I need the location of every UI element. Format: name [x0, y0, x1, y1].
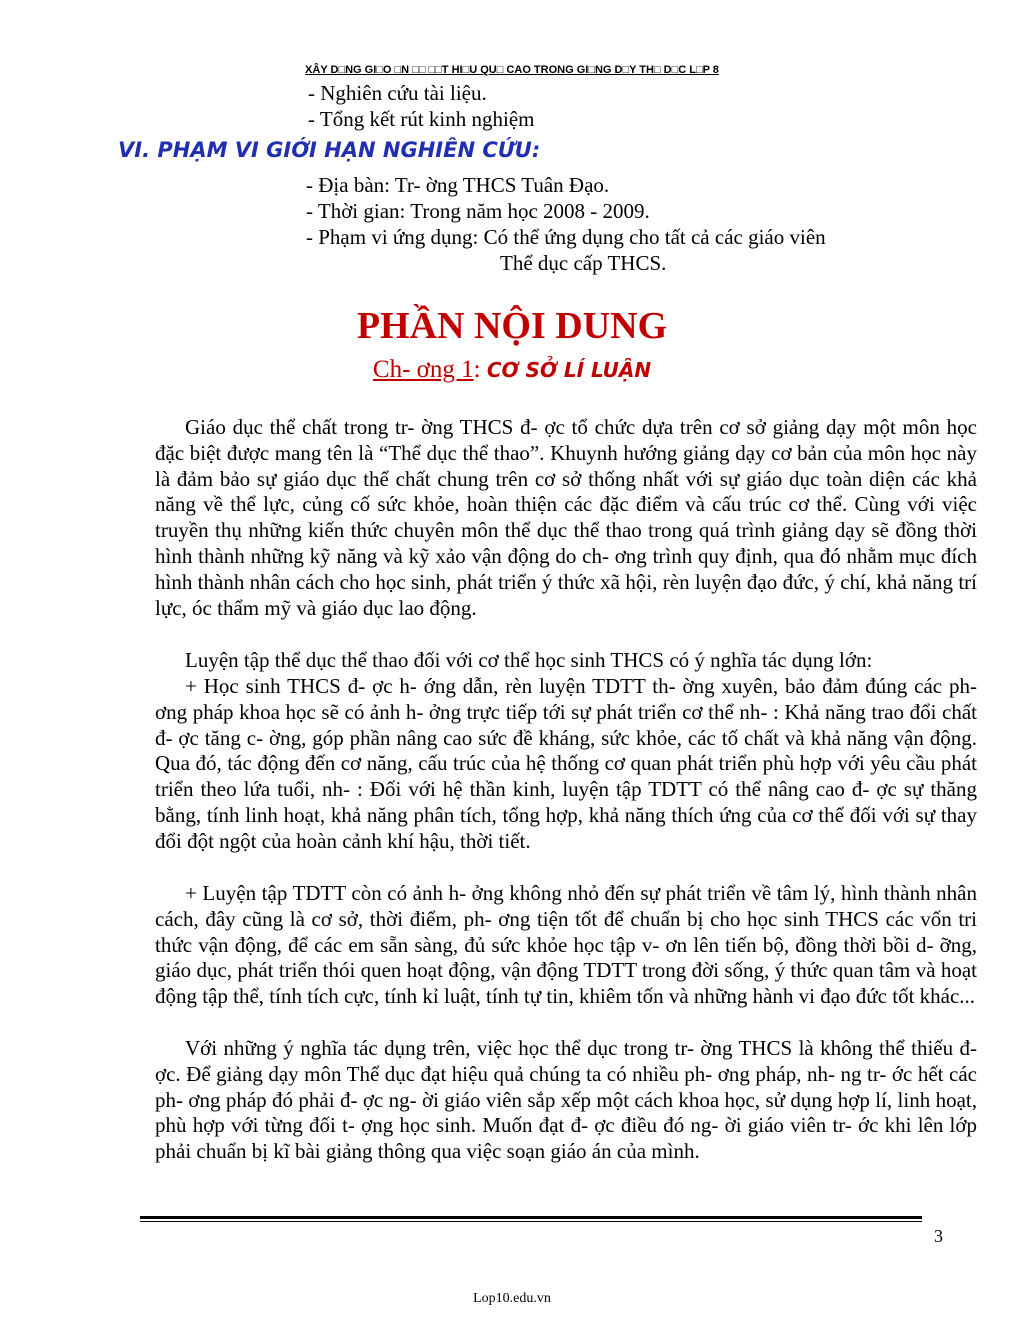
- scope-item-time: - Thời gian: Trong năm học 2008 - 2009.: [306, 199, 650, 223]
- chapter-title: CƠ SỞ LÍ LUẬN: [486, 358, 652, 382]
- body-paragraph: Luyện tập thể dục thể thao đối với cơ thể học sinh THCS có ý nghĩa tác dụng lớn:: [185, 648, 873, 672]
- footer-rule-thin: [140, 1221, 922, 1222]
- chapter-heading: [0, 356, 1024, 384]
- chapter-label: Ch- ơng 1: [372, 356, 474, 383]
- footer-rule: [140, 1216, 922, 1219]
- part-title: PHẦN NỘI DUNG: [356, 305, 668, 347]
- section-heading: VI. PHẠM VI GIỚI HẠN NGHIÊN CỨU:: [118, 138, 541, 162]
- page-number: 3: [934, 1226, 943, 1246]
- scope-item-application: - Phạm vi ứng dụng: Có thể ứng dụng cho tất cả các giáo viên: [306, 225, 826, 249]
- body-paragraph: Với những ý nghĩa tác dụng trên, việc học thể dục trong tr- ờng THCS là không thể thiếu đ- ợc. Để giảng dạy môn Thể dục đạt hiệu quả chúng ta có nhiều ph- ơng pháp, nh- ng tr- ớc hết các ph- ơng pháp đó phải đ- ợc ng- ời giáo viên sắp xếp một cách khoa học, sử dụng hợp lí, linh hoạt, phù hợp với từng đối t- ợng học sinh. Muốn đạt đ- ợc điều đó ng- ời giáo viên tr- ớc khi lên lớp phải chuẩn bị kĩ bài giảng thông qua việc soạn giáo án của mình.: [155, 1036, 977, 1164]
- body-paragraph: Giáo dục thể chất trong tr- ờng THCS đ- ợc tổ chức dựa trên cơ sở giảng dạy một môn học đặc biệt được mang tên là “Thể dục thể thao”. Khuynh hướng giảng dạy cơ bản của môn học này là đảm bảo sự giáo dục thể chất chung trên cơ sở thống nhất với sự giáo dục toàn diện các khả năng về thể lực, củng cố sức khỏe, hoàn thiện các đặc điểm và cấu trúc cơ thể. Cùng với việc truyền thụ những kiến thức chuyên môn thể dục thể thao trong quá trình giảng dạy sẽ đồng thời hình thành những kỹ năng và kỹ xảo vận động do ch- ơng trình quy định, qua đó nhằm mục đích hình thành nhân cách cho học sinh, phát triển ý thức xã hội, rèn luyện đạo đức, ý chí, khả năng trí lực, óc thẩm mỹ và giáo dục lao động.: [155, 415, 977, 620]
- method-item: - Tổng kết rút kinh nghiệm: [308, 107, 535, 131]
- body-paragraph: + Học sinh THCS đ- ợc h- ớng dẫn, rèn luyện TDTT th- ờng xuyên, bảo đảm đúng các ph- ơng pháp khoa học sẽ có ảnh h- ởng trực tiếp tới sự phát triển cơ thể nh- : Khả năng trao đổi chất đ- ợc tăng c- ờng, góp phần nâng cao sức đề kháng, sức khỏe, các tố chất và khả năng vận động. Qua đó, tác động đến cơ năng, cấu trúc của hệ thống cơ quan phát triển phù hợp với yêu cầu phát triển theo lứa tuổi, nh- : Đối với hệ thần kinh, luyện tập TDTT có thể nâng cao đ- ợc sự thăng bằng, tính linh hoạt, khả năng phân tích, tổng hợp, khả năng thích ứng của cơ thể đối với sự thay đổi đột ngột của hoàn cảnh khí hậu, thời tiết.: [155, 674, 977, 853]
- chapter-colon: :: [473, 356, 481, 383]
- body-paragraph: + Luyện tập TDTT còn có ảnh h- ởng không nhỏ đến sự phát triển về tâm lý, hình thành nhân cách, đây cũng là cơ sở, thời điểm, ph- ơng tiện tốt để chuẩn bị cho học sinh THCS các vốn tri thức vận động, để các em sẵn sàng, đủ sức khỏe học tập v- ơn lên tiến bộ, đồng thời bồi d- ỡng, giáo dục, phát triển thói quen hoạt động, vận động TDTT trong đời sống, ý thức quan tâm và hoạt động tập thể, tính tích cực, tính kỉ luật, tính tự tin, khiêm tốn và những hành vi đạo đức tốt khác...: [155, 881, 977, 1009]
- running-header: XÂY D□NG GI□O □N □□ □□T HI□U QU□ CAO TRONG GI□NG D□Y TH□ D□C L□P 8: [305, 64, 719, 76]
- method-item: - Nghiên cứu tài liệu.: [308, 81, 487, 105]
- footer-site: Lop10.edu.vn: [473, 1291, 551, 1306]
- scope-item-application-cont: Thể dục cấp THCS.: [500, 251, 667, 275]
- scope-item-location: - Địa bàn: Tr- ờng THCS Tuân Đạo.: [306, 173, 610, 197]
